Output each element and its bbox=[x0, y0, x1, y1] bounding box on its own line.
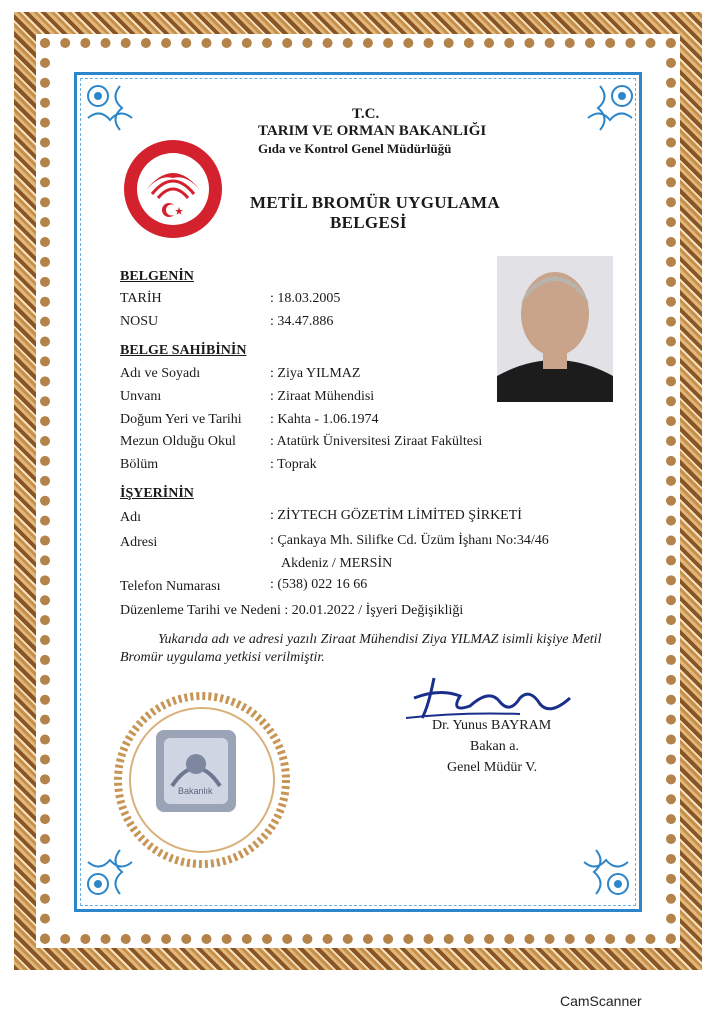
field-label-address: Adresi bbox=[120, 535, 158, 550]
document-title-line2: BELGESİ bbox=[330, 213, 407, 232]
section-heading-workplace: İŞYERİNİN bbox=[120, 486, 194, 501]
signatory-role1: Bakan a. bbox=[470, 739, 519, 754]
holder-photo bbox=[497, 256, 613, 402]
field-value-phone: : (538) 022 16 66 bbox=[270, 577, 368, 592]
field-label-company: Adı bbox=[120, 510, 141, 525]
field-value-company: : ZİYTECH GÖZETİM LİMİTED ŞİRKETİ bbox=[270, 508, 522, 523]
corner-ornament-icon bbox=[580, 78, 640, 138]
field-label-phone: Telefon Numarası bbox=[120, 579, 221, 594]
field-value-address: : Çankaya Mh. Silifke Cd. Üzüm İşhanı No:34/46 bbox=[270, 533, 549, 548]
field-value-title: : Ziraat Mühendisi bbox=[270, 389, 375, 404]
field-value-number: : 34.47.886 bbox=[270, 314, 334, 329]
ministry-logo bbox=[122, 138, 224, 240]
field-value-school: : Atatürk Üniversitesi Ziraat Fakültesi bbox=[270, 434, 483, 449]
header-tc: T.C. bbox=[352, 106, 380, 122]
field-label-birth: Doğum Yeri ve Tarihi bbox=[120, 412, 242, 427]
signatory-name: Dr. Yunus BAYRAM bbox=[432, 718, 552, 733]
field-value-name: : Ziya YILMAZ bbox=[270, 366, 361, 381]
field-label-name: Adı ve Soyadı bbox=[120, 366, 201, 381]
field-value-date: : 18.03.2005 bbox=[270, 291, 341, 306]
corner-ornament-icon bbox=[576, 842, 636, 902]
corner-ornament-icon bbox=[80, 78, 140, 138]
header-directorate: Gıda ve Kontrol Genel Müdürlüğü bbox=[258, 141, 452, 156]
scanner-watermark: CamScanner bbox=[560, 993, 642, 1009]
issue-date-reason: Düzenleme Tarihi ve Nedeni : 20.01.2022 / İşyeri Değişikliği bbox=[120, 603, 464, 618]
field-label-date: TARİH bbox=[120, 291, 162, 306]
field-label-number: NOSU bbox=[120, 314, 159, 329]
header-ministry: TARIM VE ORMAN BAKANLIĞI bbox=[258, 123, 487, 139]
hologram-text: Bakanlık bbox=[178, 786, 213, 796]
official-seal bbox=[112, 690, 292, 870]
statement-line2: Bromür uygulama yetkisi verilmiştir. bbox=[120, 650, 325, 665]
field-value-address-line2: Akdeniz / MERSİN bbox=[281, 556, 393, 571]
field-value-birth: : Kahta - 1.06.1974 bbox=[270, 412, 379, 427]
section-heading-holder: BELGE SAHİBİNİN bbox=[120, 343, 247, 358]
statement-line1: Yukarıda adı ve adresi yazılı Ziraat Mühendisi Ziya YILMAZ isimli kişiye Metil bbox=[158, 632, 602, 647]
field-label-title: Unvanı bbox=[120, 389, 162, 404]
field-label-department: Bölüm bbox=[120, 457, 159, 472]
section-heading-document: BELGENİN bbox=[120, 269, 194, 284]
document-title: METİL BROMÜR UYGULAMA bbox=[250, 193, 500, 212]
signatory-role2: Genel Müdür V. bbox=[447, 760, 538, 775]
field-label-school: Mezun Olduğu Okul bbox=[120, 434, 236, 449]
field-value-department: : Toprak bbox=[270, 457, 317, 472]
